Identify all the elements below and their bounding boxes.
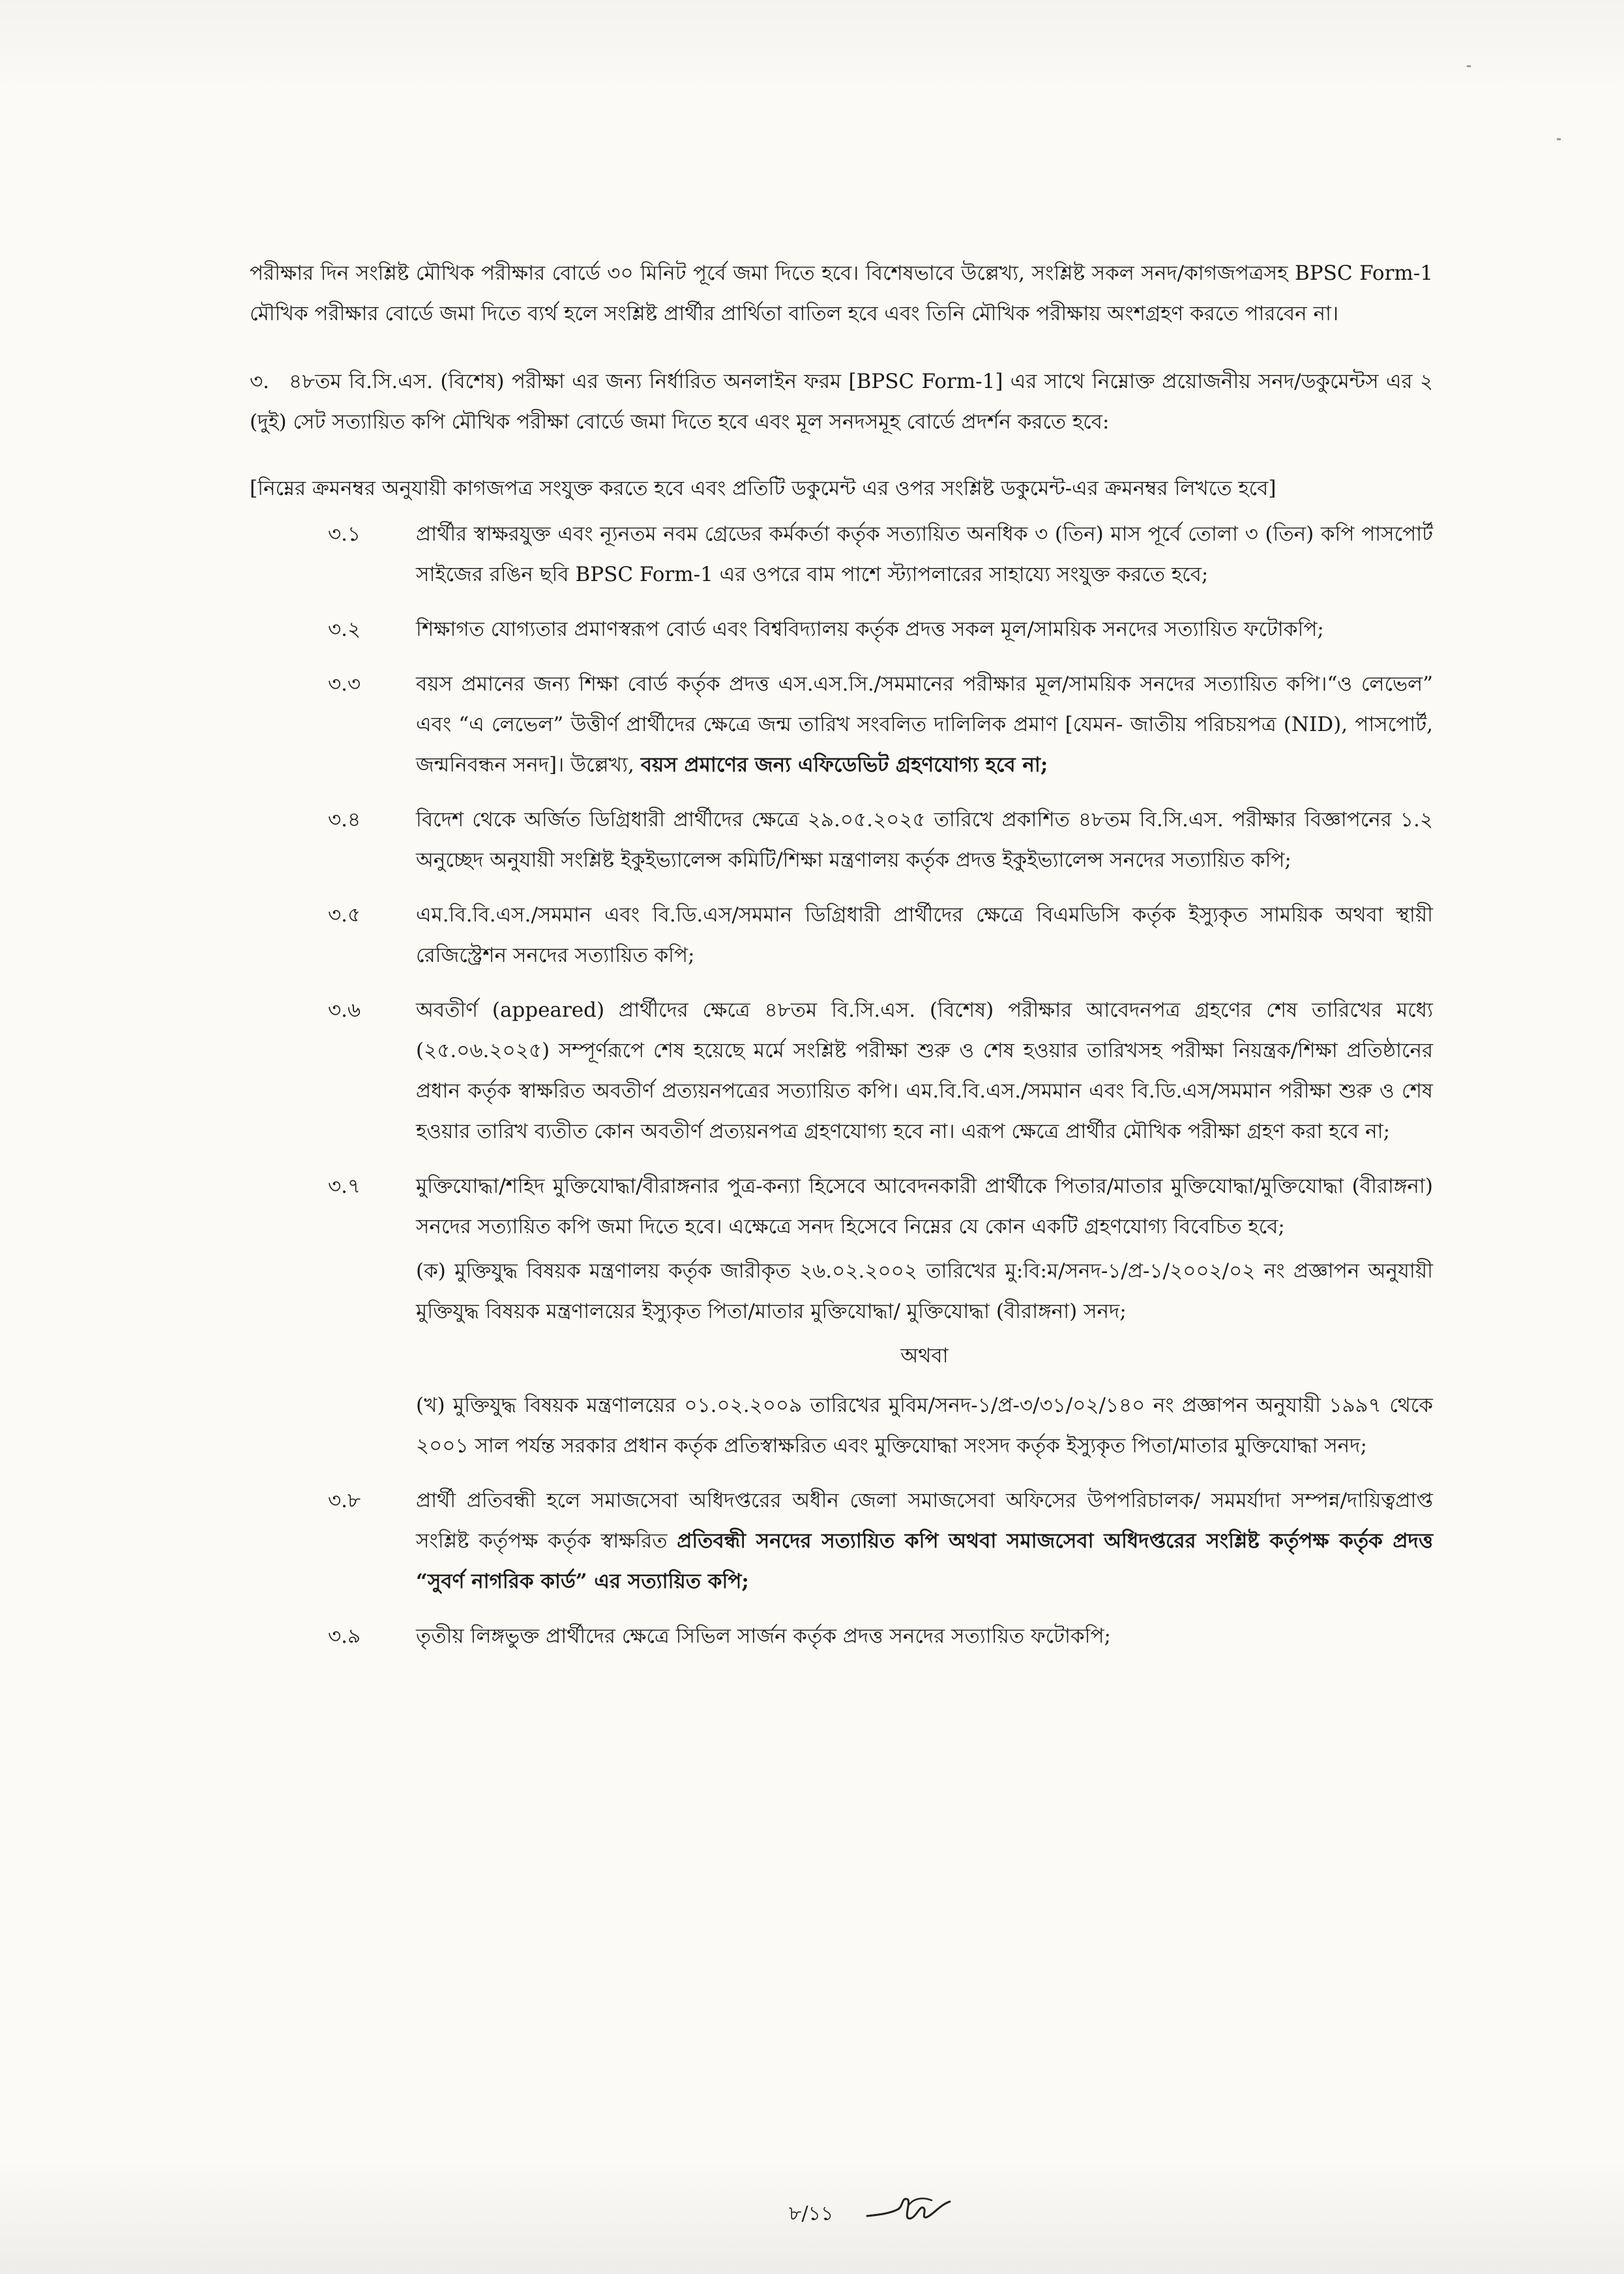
item-text: বিদেশ থেকে অর্জিত ডিগ্রিধারী প্রার্থীদের ক্ষেত্রে ২৯.০৫.২০২৫ তারিখে প্রকাশিত ৪৮তম বি.সি.এস. পরীক্ষার বিজ্ঞাপনের ১.২ অনুচ্ছেদ অনুযায়ী সংশ্লিষ্ট ইকুইভ্যালেন্স কমিটি/শিক্ষা মন্ত্রণালয় কর্তৃক প্রদত্ত ইকুইভ্যালেন্স সনদের সত্যায়িত কপি;	[416, 808, 1433, 872]
list-item	[250, 990, 1433, 1152]
item-text: মুক্তিযোদ্ধা/শহিদ মুক্তিযোদ্ধা/বীরাঙ্গনার পুত্র-কন্যা হিসেবে আবেদনকারী প্রার্থীকে পিতার/মাতার মুক্তিযোদ্ধা/মুক্তিযোদ্ধা (বীরাঙ্গনা) সনদের সত্যায়িত কপি জমা দিতে হবে। এক্ষেত্রে সনদ হিসেবে নিম্নের যে কোন একটি গ্রহণযোগ্য বিবেচিত হবে;	[416, 1174, 1433, 1238]
or-separator: অথবা	[900, 1344, 949, 1368]
item-paragraph	[416, 664, 1433, 785]
item-subclause-a: (ক) মুক্তিযুদ্ধ বিষয়ক মন্ত্রণালয় কর্তৃক জারীকৃত ২৬.০২.২০০২ তারিখের মু:বি:ম/সনদ-১/প্র-১/২০০২/০২ নং প্রজ্ঞাপন অনুযায়ী মুক্তিযুদ্ধ বিষয়ক মন্ত্রণালয়ের ইস্যুকৃত পিতা/মাতার মুক্তিযোদ্ধা/ মুক্তিযোদ্ধা (বীরাঙ্গনা) সনদ;	[416, 1259, 1433, 1323]
item-text: বয়স প্রমানের জন্য শিক্ষা বোর্ড কর্তৃক প্রদত্ত এস.এস.সি./সমমানের পরীক্ষার মূল/সাময়িক সনদের সত্যায়িত কপি।“ও লেভেল” এবং “এ লেভেল” উত্তীর্ণ প্রার্থীদের ক্ষেত্রে জন্ম তারিখ সংবলিত দালিলিক প্রমাণ [যেমন- জাতীয় পরিচয়পত্র (NID), পাসপোর্ট, জন্মনিবন্ধন সনদ]। উল্লেখ্য,	[416, 672, 1433, 777]
item-text: তৃতীয় লিঙ্গভুক্ত প্রার্থীদের ক্ষেত্রে সিভিল সার্জন কর্তৃক প্রদত্ত সনদের সত্যায়িত ফটোকপি;	[416, 1624, 1111, 1648]
list-item	[250, 1480, 1433, 1602]
item-number: ৩.৭	[328, 1174, 361, 1198]
section-number: ৩.	[250, 370, 270, 393]
item-number: ৩.৪	[328, 808, 361, 831]
item-number: ৩.৫	[328, 903, 361, 927]
item-number: ৩.৬	[328, 998, 361, 1022]
list-item	[250, 664, 1433, 785]
item-number: ৩.২	[328, 618, 361, 641]
list-item	[250, 800, 1433, 880]
item-text: প্রার্থীর স্বাক্ষরযুক্ত এবং ন্যূনতম নবম গ্রেডের কর্মকর্তা কর্তৃক সত্যায়িত অনধিক ৩ (তিন) মাস পূর্বে তোলা ৩ (তিন) কপি পাসপোর্ট সাইজের রঙিন ছবি BPSC Form-1 এর ওপরে বাম পাশে স্ট্যাপলারের সাহায্যে সংযুক্ত করতে হবে;	[416, 522, 1433, 586]
list-item	[250, 1166, 1433, 1466]
signature	[864, 2185, 955, 2233]
document-body	[250, 253, 1433, 1671]
item-text: প্রার্থী প্রতিবন্ধী হলে সমাজসেবা অধিদপ্তরের অধীন জেলা সমাজসেবা অফিসের উপপরিচালক/ সমমর্যাদা সম্পন্ন/দায়িত্বপ্রাপ্ত সংশ্লিষ্ট কর্তৃপক্ষ কর্তৃক স্বাক্ষরিত	[416, 1489, 1433, 1553]
item-number: ৩.১	[328, 522, 361, 546]
item-bold-text: প্রতিবন্ধী সনদের সত্যায়িত কপি অথবা সমাজসেবা অধিদপ্তরের সংশ্লিষ্ট কর্তৃপক্ষ কর্তৃক প্রদত্ত “সুবর্ণ নাগরিক কার্ড” এর সত্যায়িত কপি;	[416, 1529, 1434, 1593]
list-item	[250, 609, 1433, 650]
item-paragraph	[416, 1480, 1433, 1602]
page-number: ৮/১১	[789, 2202, 834, 2225]
intro-paragraph: পরীক্ষার দিন সংশ্লিষ্ট মৌখিক পরীক্ষার বোর্ডে ৩০ মিনিট পূর্বে জমা দিতে হবে। বিশেষভাবে উল্লেখ্য, সংশ্লিষ্ট সকল সনদ/কাগজপত্রসহ BPSC Form-1 মৌখিক পরীক্ষার বোর্ডে জমা দিতে ব্যর্থ হলে সংশ্লিষ্ট প্রার্থীর প্রার্থিতা বাতিল হবে এবং তিনি মৌখিক পরীক্ষায় অংশগ্রহণ করতে পারবেন না।	[250, 262, 1433, 325]
scan-speck	[1557, 138, 1561, 140]
item-text: এম.বি.বি.এস./সমমান এবং বি.ডি.এস/সমমান ডিগ্রিধারী প্রার্থীদের ক্ষেত্রে বিএমডিসি কর্তৃক ইস্যুকৃত সাময়িক অথবা স্থায়ী রেজিস্ট্রেশন সনদের সত্যায়িত কপি;	[416, 903, 1433, 967]
list-item	[250, 895, 1433, 976]
instruction-note: [নিম্নের ক্রমনম্বর অনুযায়ী কাগজপত্র সংযুক্ত করতে হবে এবং প্রতিটি ডকুমেন্ট এর ওপর সংশ্লিষ্ট ডকুমেন্ট-এর ক্রমনম্বর লিখতে হবে]	[250, 477, 1277, 500]
section-text: ৪৮তম বি.সি.এস. (বিশেষ) পরীক্ষা এর জন্য নির্ধারিত অনলাইন ফরম [BPSC Form-1] এর সাথে নিম্নোক্ত প্রয়োজনীয় সনদ/ডকুমেন্টস এর ২ (দুই) সেট সত্যায়িত কপি মৌখিক পরীক্ষা বোর্ডে জমা দিতে হবে এবং মূল সনদসমূহ বোর্ডে প্রদর্শন করতে হবে:	[250, 370, 1433, 434]
item-number: ৩.৯	[328, 1624, 361, 1648]
item-text: শিক্ষাগত যোগ্যতার প্রমাণস্বরূপ বোর্ড এবং বিশ্ববিদ্যালয় কর্তৃক প্রদত্ত সকল মূল/সাময়িক সনদের সত্যায়িত ফটোকপি;	[416, 618, 1324, 641]
item-number: ৩.৩	[328, 672, 361, 696]
section-3-paragraph	[250, 361, 1433, 442]
list-item	[250, 1616, 1433, 1656]
list-item	[250, 514, 1433, 595]
item-text: অবতীর্ণ (appeared) প্রার্থীদের ক্ষেত্রে ৪৮তম বি.সি.এস. (বিশেষ) পরীক্ষার আবেদনপত্র গ্রহণের শেষ তারিখের মধ্যে (২৫.০৬.২০২৫) সম্পূর্ণরূপে শেষ হয়েছে মর্মে সংশ্লিষ্ট পরীক্ষা শুরু ও শেষ হওয়ার তারিখসহ পরীক্ষা নিয়ন্ত্রক/শিক্ষা প্রতিষ্ঠানের প্রধান কর্তৃক স্বাক্ষরিত অবতীর্ণ প্রত্যয়নপত্রের সত্যায়িত কপি। এম.বি.বি.এস./সমমান এবং বি.ডি.এস/সমমান পরীক্ষা শুরু ও শেষ হওয়ার তারিখ ব্যতীত কোন অবতীর্ণ প্রত্যয়নপত্র গ্রহণযোগ্য হবে না। এরূপ ক্ষেত্রে প্রার্থীর মৌখিক পরীক্ষা গ্রহণ করা হবে না;	[416, 998, 1433, 1143]
item-number: ৩.৮	[328, 1489, 361, 1512]
scan-speck	[1467, 65, 1471, 67]
item-bold-text: বয়স প্রমাণের জন্য এফিডেভিট গ্রহণযোগ্য হবে না;	[640, 753, 1048, 777]
item-subclause-b: (খ) মুক্তিযুদ্ধ বিষয়ক মন্ত্রণালয়ের ০১.০২.২০০৯ তারিখের মুবিম/সনদ-১/প্র-৩/৩১/০২/১৪০ নং প্রজ্ঞাপন অনুযায়ী ১৯৯৭ থেকে ২০০১ সাল পর্যন্ত সরকার প্রধান কর্তৃক প্রতিস্বাক্ষরিত এবং মুক্তিযোদ্ধা সংসদ কর্তৃক ইস্যুকৃত পিতা/মাতার মুক্তিযোদ্ধা সনদ;	[416, 1394, 1433, 1458]
